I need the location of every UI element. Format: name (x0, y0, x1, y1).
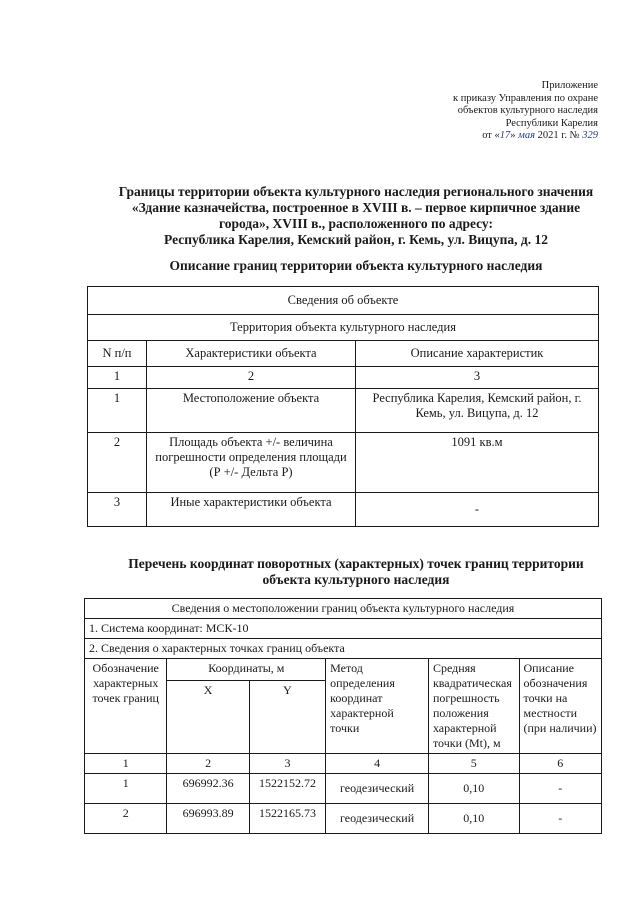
row-number: 3 (88, 493, 147, 527)
points-header: 2. Сведения о характерных точках границ объекта (85, 639, 602, 659)
index-cell: 4 (326, 754, 429, 774)
table-row (85, 774, 602, 804)
coordinate-system: 1. Система координат: МСК-10 (85, 619, 602, 639)
index-cell: 2 (167, 754, 249, 774)
table-row (85, 804, 602, 834)
coord-y: 1522165.73 (249, 804, 325, 834)
index-cell: 3 (249, 754, 325, 774)
method: геодезический (326, 774, 429, 804)
column-header: Характеристики объекта (147, 341, 356, 367)
object-info-table (87, 286, 599, 527)
date-prefix: от « (482, 130, 500, 141)
column-header: Описание характеристик (356, 341, 599, 367)
section2-title-line: объекта культурного наследия (262, 572, 450, 587)
table-row (88, 389, 599, 433)
appendix-block (453, 80, 598, 143)
title-line: «Здание казначейства, построенное в XVIII в. – первое кирпичное здание (131, 200, 581, 215)
date-year: 2021 г. № (537, 130, 580, 141)
section2-title-line: Перечень координат поворотных (характерных) точек границ территории (128, 556, 584, 571)
row-description: 1091 кв.м (356, 433, 599, 493)
coordinates-table (84, 598, 602, 834)
coord-x: 696992.36 (167, 774, 249, 804)
appendix-line: Приложение (541, 80, 598, 91)
point-id: 1 (85, 774, 167, 804)
row-characteristic: Местоположение объекта (147, 389, 356, 433)
table-row (88, 433, 599, 493)
error: 0,10 (428, 804, 519, 834)
marking: - (519, 804, 601, 834)
table-header: Сведения о местоположении границ объекта культурного наследия (85, 599, 602, 619)
section2-title (96, 556, 616, 588)
point-id: 2 (85, 804, 167, 834)
row-number: 2 (88, 433, 147, 493)
order-date-line (453, 130, 598, 143)
title-line: города», XVIII в., расположенного по адресу: (219, 216, 493, 231)
coord-y: 1522152.72 (249, 774, 325, 804)
column-header: Координаты, м (167, 659, 326, 681)
column-header: Описание обозначения точки на местности (при наличии) (519, 659, 601, 754)
row-description: - (356, 493, 599, 527)
appendix-line: к приказу Управления по охране (453, 92, 598, 104)
appendix-line: Республики Карелия (505, 117, 598, 129)
error: 0,10 (428, 774, 519, 804)
order-number: 329 (582, 130, 598, 141)
coord-x: 696993.89 (167, 804, 249, 834)
column-header: Y (249, 681, 325, 754)
index-cell: 3 (356, 367, 599, 389)
date-month: мая (518, 130, 535, 141)
appendix-line: объектов культурного наследия (457, 105, 598, 116)
row-number: 1 (88, 389, 147, 433)
index-cell: 1 (85, 754, 167, 774)
index-cell: 1 (88, 367, 147, 389)
index-cell: 2 (147, 367, 356, 389)
date-mid: » (510, 130, 516, 141)
column-header: Обозначение характерных точек границ (85, 659, 167, 754)
method: геодезический (326, 804, 429, 834)
document-title (96, 184, 616, 248)
row-characteristic: Площадь объекта +/- величина погрешности определения площади (Р +/- Дельта Р) (147, 433, 356, 493)
row-characteristic: Иные характеристики объекта (147, 493, 356, 527)
column-header: N п/п (88, 341, 147, 367)
index-cell: 5 (428, 754, 519, 774)
title-line: Границы территории объекта культурного наследия регионального значения (118, 184, 594, 199)
table-header: Сведения об объекте (88, 287, 599, 315)
table-row (88, 493, 599, 527)
column-header: Метод определения координат характерной точки (326, 659, 429, 754)
index-cell: 6 (519, 754, 601, 774)
row-description: Республика Карелия, Кемский район, г. Кемь, ул. Вицупа, д. 12 (356, 389, 599, 433)
date-day: 17 (499, 130, 511, 141)
marking: - (519, 774, 601, 804)
column-header: X (167, 681, 249, 754)
section1-title: Описание границ территории объекта культурного наследия (169, 258, 543, 273)
column-header: Средняя квадратическая погрешность положения характерной точки (Mt), м (428, 659, 519, 754)
title-line: Республика Карелия, Кемский район, г. Кемь, ул. Вицупа, д. 12 (164, 232, 548, 247)
table-subheader: Территория объекта культурного наследия (88, 315, 599, 341)
